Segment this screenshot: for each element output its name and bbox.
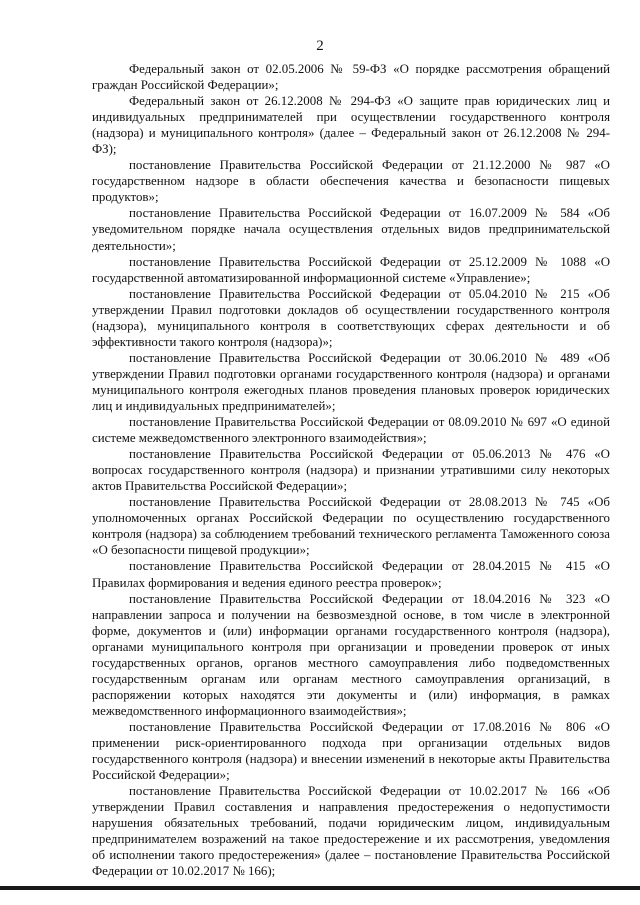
document-body bbox=[92, 61, 610, 879]
paragraph-resolution-415: постановление Правительства Российской Федерации от 28.04.2015 № 415 «О Правилах формирования и ведения единого реестра проверок»; bbox=[92, 559, 610, 590]
scan-bottom-edge bbox=[0, 886, 640, 890]
paragraph-resolution-1088: постановление Правительства Российской Федерации от 25.12.2009 № 1088 «О государственной автоматизированной информационной системе «Управление»; bbox=[92, 254, 610, 285]
paragraph-resolution-166: постановление Правительства Российской Федерации от 10.02.2017 № 166 «Об утверждении Правил составления и направления предостережения о недопустимости нарушения обязательных требований, подачи юридическим лицом, индивидуальным предпринимателем возражений на такое предостережение и их рассмотрения, уведомления об исполнении такого предостережения» (далее – постановление Правительства Российской Федерации от 10.02.2017 № 166); bbox=[92, 784, 610, 879]
paragraph-resolution-215: постановление Правительства Российской Федерации от 05.04.2010 № 215 «Об утверждении Правил подготовки докладов об осуществлении государственного контроля (надзора), муниципального контроля в соответствующих сферах деятельности и об эффективности такого контроля (надзора)»; bbox=[92, 286, 610, 349]
paragraph-resolution-806: постановление Правительства Российской Федерации от 17.08.2016 № 806 «О применении риск-ориентированного подхода при организации отдельных видов государственного контроля (надзора) и внесении изменений в некоторые акты Правительства Российской Федерации»; bbox=[92, 719, 610, 783]
paragraph-resolution-987: постановление Правительства Российской Федерации от 21.12.2000 № 987 «О государственном надзоре в области обеспечения качества и безопасности пищевых продуктов»; bbox=[92, 158, 610, 205]
paragraph-resolution-584: постановление Правительства Российской Федерации от 16.07.2009 № 584 «Об уведомительном порядке начала осуществления отдельных видов предпринимательской деятельности»; bbox=[92, 206, 610, 253]
paragraph-law-59fz: Федеральный закон от 02.05.2006 № 59-ФЗ «О порядке рассмотрения обращений граждан Российской Федерации»; bbox=[92, 62, 610, 93]
paragraph-resolution-745: постановление Правительства Российской Федерации от 28.08.2013 № 745 «Об уполномоченных органах Российской Федерации по осуществлению государственного контроля (надзора) за соблюдением требований технического регламента Таможенного союза «О безопасности пищевой продукции»; bbox=[92, 495, 610, 558]
paragraph-resolution-323: постановление Правительства Российской Федерации от 18.04.2016 № 323 «О направлении запроса и получении на безвозмездной основе, в том числе в электронной форме, документов и (или) информации органами государственного контроля (надзора), органами муниципального контроля при организации и проведении проверок от иных государственных органов, органов местного самоуправления либо подведомственных государственным органам или органам местного самоуправления организаций, в распоряжении которых находятся эти документы и (или) информация, в рамках межведомственного информационного взаимодействия»; bbox=[92, 591, 610, 718]
page-number: 2 bbox=[316, 38, 324, 54]
paragraph-resolution-489: постановление Правительства Российской Федерации от 30.06.2010 № 489 «Об утверждении Правил подготовки органами государственного контроля (надзора) и органами муниципального контроля ежегодных планов проведения плановых проверок юридических лиц и индивидуальных предпринимателей»; bbox=[92, 350, 610, 413]
paragraph-resolution-697: постановление Правительства Российской Федерации от 08.09.2010 № 697 «О единой системе межведомственного электронного взаимодействия»; bbox=[92, 415, 610, 446]
paragraph-resolution-476: постановление Правительства Российской Федерации от 05.06.2013 № 476 «О вопросах государственного контроля (надзора) и признании утратившими силу некоторых актов Правительства Российской Федерации»; bbox=[92, 447, 610, 494]
paragraph-law-294fz: Федеральный закон от 26.12.2008 № 294-ФЗ «О защите прав юридических лиц и индивидуальных предпринимателей при осуществлении государственного контроля (надзора) и муниципального контроля» (далее – Федеральный закон от 26.12.2008 № 294-ФЗ); bbox=[92, 94, 610, 157]
